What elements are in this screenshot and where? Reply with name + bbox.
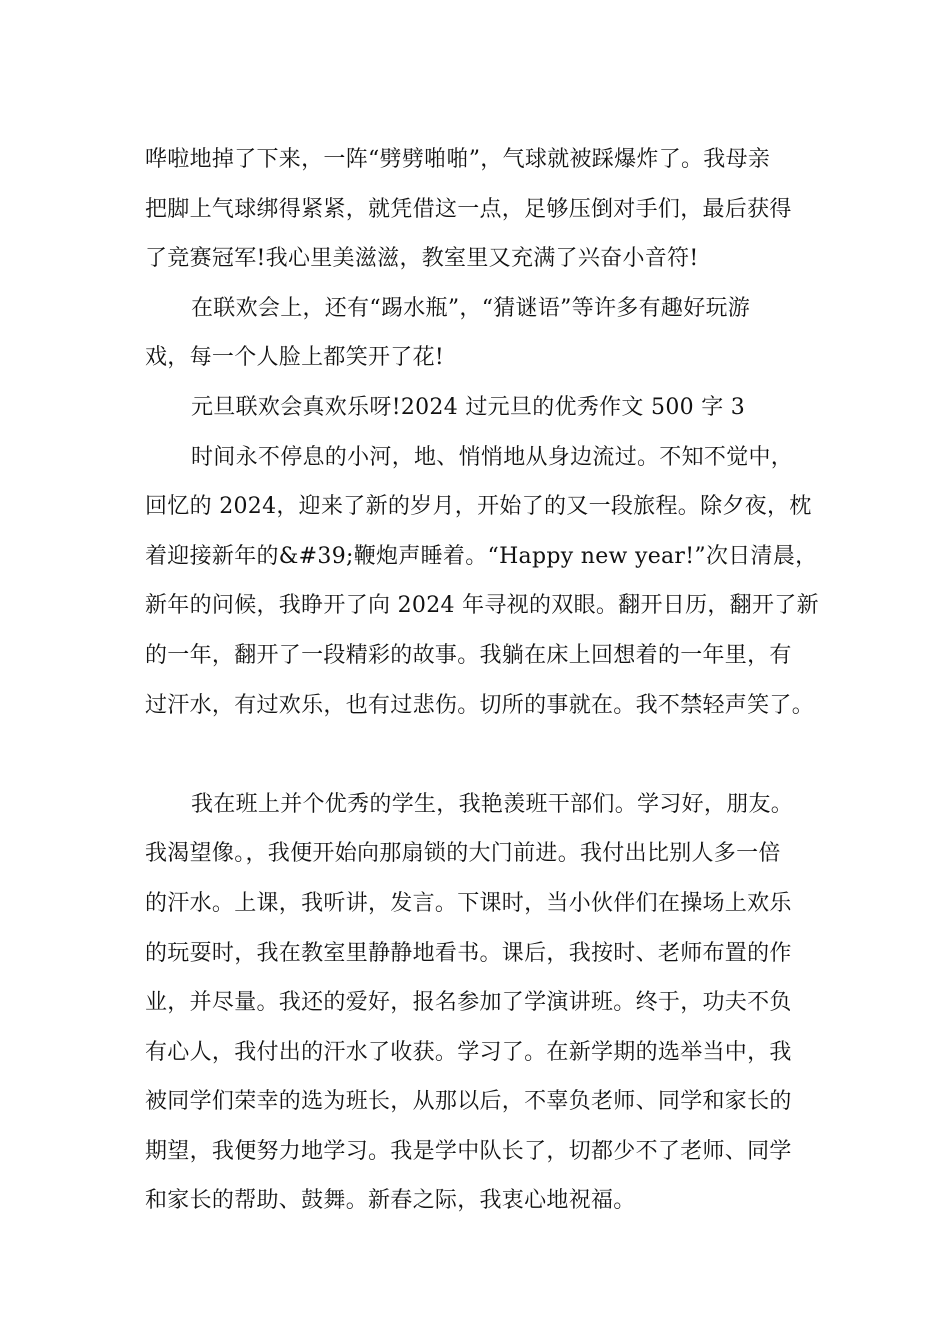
paragraph-start-line: 时间永不停息的小河，地、悄悄地从身边流过。不知不觉中， [191,444,794,470]
text-line: 被同学们荣幸的选为班长，从那以后，不辜负老师、同学和家长的 [145,1089,792,1115]
text-line: 的汗水。上课，我听讲，发言。下课时，当小伙伴们在操场上欢乐 [145,890,792,916]
text-line: 的玩耍时，我在教室里静静地看书。课后，我按时、老师布置的作 [145,940,792,966]
document-body [145,135,845,1226]
paragraph-start-line: 我在班上并个优秀的学生，我艳羡班干部们。学习好，朋友。 [191,791,794,817]
text-line: 哗啦地掉了下来，一阵“劈劈啪啪”，气球就被踩爆炸了。我母亲 [145,147,771,172]
section-heading: 元旦联欢会真欢乐呀!2024 过元旦的优秀作文 500 字 3 [191,394,746,420]
text-line: 的一年，翻开了一段精彩的故事。我躺在床上回想着的一年里，有 [145,642,792,668]
text-line: 着迎接新年的&#39;鞭炮声睡着。“Happy new year!”次日清晨， [145,543,818,569]
text-line: 新年的问候，我睁开了向 2024 年寻视的双眼。翻开日历，翻开了新 [145,593,819,619]
text-line: 回忆的 2024，迎来了新的岁月，开始了的又一段旅程。除夕夜，枕 [145,494,812,520]
text-line: 业，并尽量。我还的爱好，报名参加了学演讲班。终于，功夫不负 [145,990,792,1016]
text-line: 有心人，我付出的汗水了收获。学习了。在新学期的选举当中，我 [145,1039,792,1065]
text-line: 我渴望像。，我便开始向那扇锁的大门前进。我付出比别人多一倍 [145,841,781,867]
text-line: 把脚上气球绑得紧紧，就凭借这一点，足够压倒对手们，最后获得 [145,196,792,222]
text-line: 和家长的帮助、鼓舞。新春之际，我衷心地祝福。 [145,1188,636,1214]
paragraph-start-line: 在联欢会上，还有“踢水瓶”，“猜谜语”等许多有趣好玩游 [191,295,751,321]
paragraph-gap [145,730,845,780]
text-line: 过汗水，有过欢乐，也有过悲伤。切所的事就在。我不禁轻声笑了。 [145,692,815,718]
text-line: 戏，每一个人脸上都笑开了花! [145,345,445,371]
text-line: 了竞赛冠军!我心里美滋滋，教室里又充满了兴奋小音符! [145,246,699,272]
text-line: 期望，我便努力地学习。我是学中队长了，切都少不了老师、同学 [145,1138,792,1164]
